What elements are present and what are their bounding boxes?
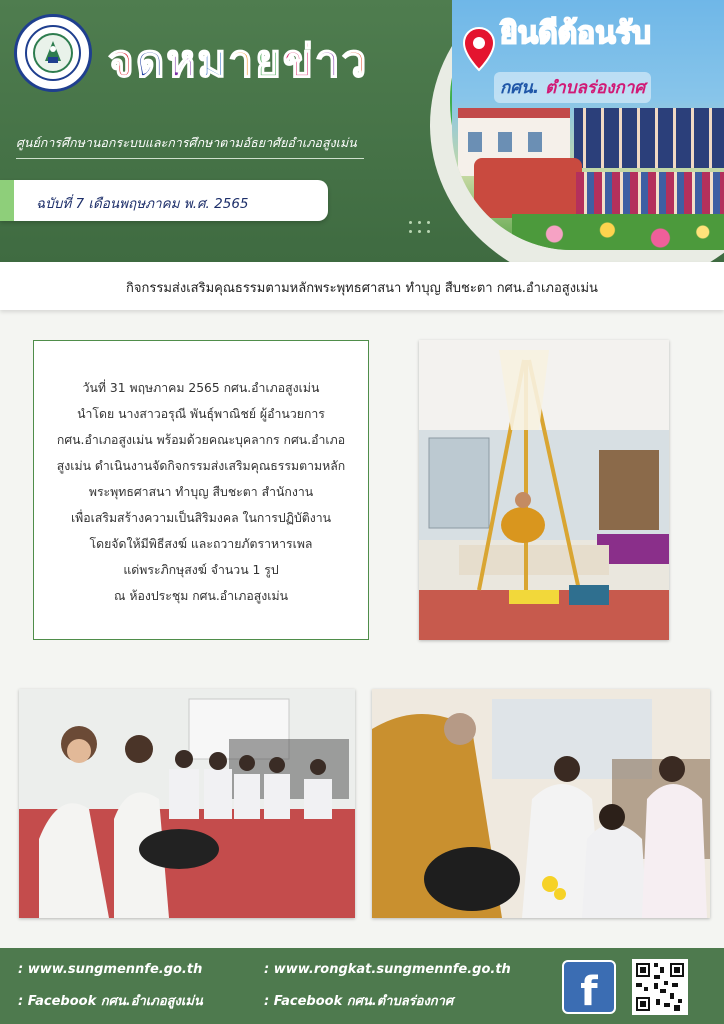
- center-name: ศูนย์การศึกษานอกระบบและการศึกษาตามอัธยาศัยอำเภอสูงเม่น: [16, 135, 357, 150]
- ceremony-photo-monk-and-offerings: [419, 340, 669, 640]
- center-sign-photo: [474, 158, 582, 218]
- headline-band: [0, 262, 724, 310]
- emblem-icon: [23, 23, 83, 83]
- body-line: เพื่อเสริมสร้างความเป็นสิริมงคล ในการปฏิบัติงาน: [70, 511, 332, 525]
- website-link-rongkat[interactable]: : www.rongkat.sungmennfe.go.th: [264, 962, 511, 977]
- facebook-icon[interactable]: f: [562, 960, 616, 1014]
- body-line: โดยจัดให้มีพิธีสงฆ์ และถวายภัตราหารเพล: [89, 537, 313, 551]
- nfe-logo: [14, 14, 92, 92]
- body-line: ณ ห้องประชุม กศน.อำเภอสูงเม่น: [114, 589, 288, 603]
- newsletter-masthead: [108, 36, 369, 87]
- masthead-letter: ว: [341, 36, 369, 87]
- article-body-box: [33, 340, 369, 640]
- staff-group-photo: [574, 108, 724, 168]
- newsletter-header: [0, 0, 724, 262]
- masthead-letter: ด: [135, 36, 167, 87]
- participants-sitting-photo: [19, 689, 355, 918]
- divider: [16, 158, 364, 159]
- masthead-letter: า: [314, 36, 342, 87]
- welcome-subtitle: [494, 72, 651, 103]
- dot-grid-decoration: [409, 221, 433, 235]
- masthead-letter: ม: [197, 36, 229, 87]
- body-line: พระพุทธศาสนา ทำบุญ สืบชะตา สำนักงาน: [88, 485, 314, 499]
- masthead-letter: ห: [166, 36, 198, 87]
- map-pin-icon: [462, 26, 496, 72]
- body-line: วันที่ 31 พฤษภาคม 2565 กศน.อำเภอสูงเม่น: [82, 381, 320, 395]
- masthead-letter: ย: [255, 36, 283, 87]
- welcome-title: ยินดีต้อนรับ: [500, 16, 651, 51]
- article-headline: กิจกรรมส่งเสริมคุณธรรมตามหลักพระพุทธศาสนา ทำบุญ สืบชะตา กศน.อำเภอสูงเม่น: [126, 281, 598, 296]
- offering-ceremony-photo: [372, 689, 710, 918]
- welcome-sub-place: ตำบลร่องกาศ: [545, 78, 646, 98]
- body-line: กศน.อำเภอสูงเม่น พร้อมด้วยคณะบุคลากร กศน.อำเภอ: [56, 433, 346, 447]
- masthead-letter: จ: [108, 36, 136, 87]
- welcome-banner: [452, 0, 724, 250]
- qr-code-icon[interactable]: [632, 959, 688, 1015]
- body-line: นำโดย นางสาวอรุณี พันธุ์พาณิชย์ ผู้อำนวยการ: [77, 407, 325, 421]
- issue-banner: [0, 180, 328, 221]
- welcome-sub-prefix: กศน.: [500, 78, 540, 98]
- body-line: สูงเม่น ดำเนินงานจัดกิจกรรมส่งเสริมคุณธรรมตามหลัก: [56, 459, 346, 473]
- masthead-letter: า: [228, 36, 256, 87]
- facebook-link-sungmen[interactable]: : Facebook กศน.อำเภอสูงเม่น: [18, 994, 203, 1009]
- issue-text: ฉบับที่ 7 เดือนพฤษภาคม พ.ศ. 2565: [36, 196, 249, 212]
- facebook-link-rongkat[interactable]: : Facebook กศน.ตำบลร่องกาศ: [264, 994, 454, 1009]
- website-link-sungmen[interactable]: : www.sungmennfe.go.th: [18, 962, 203, 977]
- body-line: แด่พระภิกษุสงฆ์ จำนวน 1 รูป: [123, 563, 279, 577]
- masthead-letter: ข่: [282, 36, 315, 87]
- flowers-decoration: [512, 214, 724, 250]
